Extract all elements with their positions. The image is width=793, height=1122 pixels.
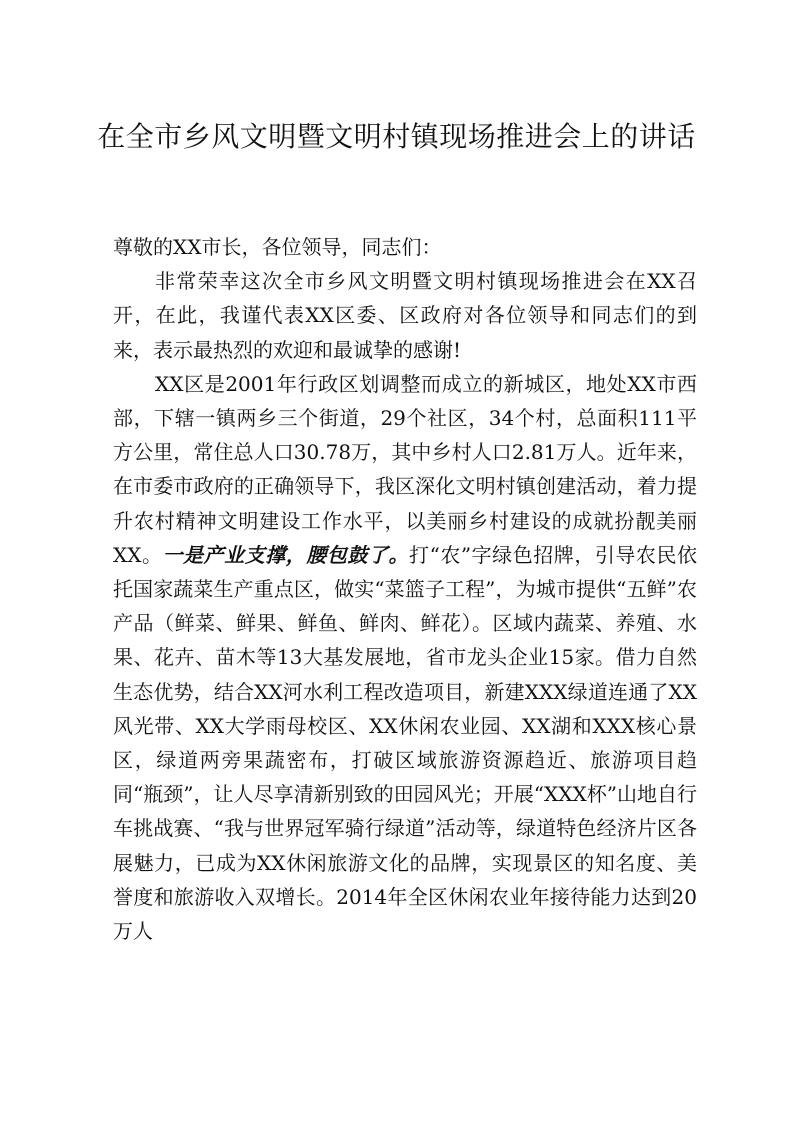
emphasis-heading: 一是产业支撑，腰包鼓了。: [162, 542, 410, 567]
salutation: 尊敬的XX市长，各位领导，同志们：: [113, 235, 442, 259]
document-title: 在全市乡风文明暨文明村镇现场推进会上的讲话: [97, 120, 696, 153]
paragraph-district-overview: [113, 367, 697, 948]
document-body: [113, 230, 697, 948]
paragraph-text: 打“农”字绿色招牌，引导农民依托国家蔬菜生产重点区，做实“菜篮子工程”，为城市提供“五鲜”农产品（鲜菜、鲜果、鲜鱼、鲜肉、鲜花）。区域内蔬菜、养殖、水果、花卉、苗木等13大基发展地，省市龙头企业15家。借力自然生态优势，结合XX河水利工程改造项目，新建XXX绿道连通了XX风光带、XX大学雨母校区、XX休闲农业园、XX湖和XXX核心景区，绿道两旁果蔬密布，打破区域旅游资源趋近、旅游项目趋同“瓶颈”，让人尽享清新别致的田园风光；开展“XXX杯”山地自行车挑战赛、“我与世界冠军骑行绿道”活动等，绿道特色经济片区各展魅力，已成为XX休闲旅游文化的品牌，实现景区的知名度、美誉度和旅游收入双增长。2014年全区休闲农业年接待能力达到20万人: [113, 542, 698, 944]
paragraph-welcome: 非常荣幸这次全市乡风文明暨文明村镇现场推进会在XX召开，在此，我谨代表XX区委、区政府对各位领导和同志们的到来，表示最热烈的欢迎和最诚挚的感谢!: [113, 269, 697, 362]
paragraph-text: XX区是2001年行政区划调整而成立的新城区，地处XX市西部，下辖一镇两乡三个街道，29个社区，34个村，总面积111平方公里，常住总人口30.78万，其中乡村人口2.81万人。近年来，在市委市政府的正确领导下，我区深化文明村镇创建活动，着力提升农村精神文明建设工作水平，以美丽乡村建设的成就扮靓美丽XX。: [113, 371, 697, 567]
